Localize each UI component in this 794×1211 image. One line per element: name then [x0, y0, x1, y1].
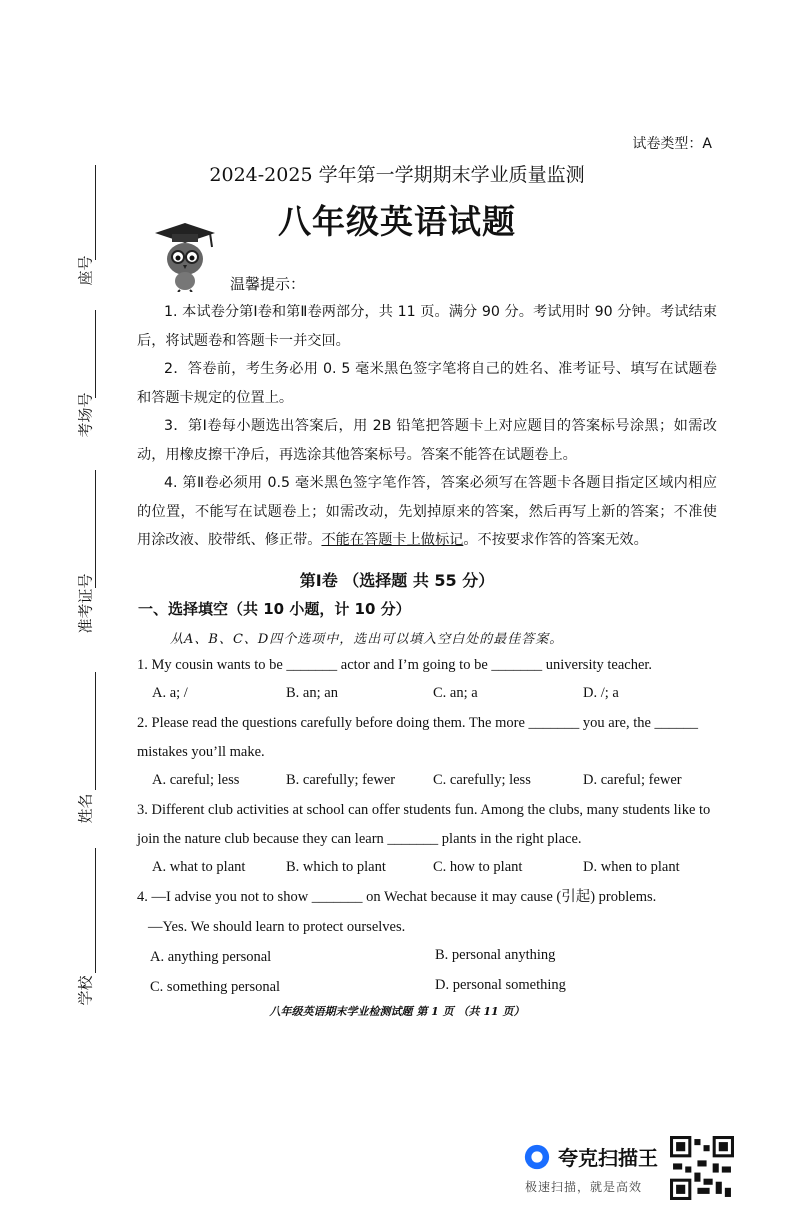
- exam-id-label: 准考证号: [76, 573, 95, 634]
- q2-option-b: B. carefully; fewer: [286, 772, 396, 788]
- owl-mascot-icon: [150, 217, 220, 292]
- exam-type: 试卷类型：A: [632, 136, 712, 152]
- q2-option-d: D. careful; fewer: [583, 772, 682, 788]
- notice-heading: 温馨提示：: [230, 275, 306, 293]
- notice-item-2: 2．答卷前，考生务必用 0. 5 毫米黑色签字笔将自己的姓名、准考证号、填写在试题卷和答题卡规定的位置上。: [137, 361, 717, 406]
- instruction: 从A、B、C、D四个选项中，选出可以填入空白处的最佳答案。: [170, 632, 564, 647]
- q4-option-a: A. anything personal: [150, 949, 272, 965]
- q1-option-b: B. an; an: [286, 685, 338, 701]
- room-line: [95, 310, 96, 398]
- q4-option-c: C. something personal: [150, 979, 281, 995]
- q3-option-c: C. how to plant: [433, 859, 523, 875]
- q1-option-c: C. an; a: [433, 685, 478, 701]
- qr-code-icon: [670, 1136, 734, 1200]
- q3-option-b: B. which to plant: [286, 859, 386, 875]
- question-4-reply: —Yes. We should learn to protect ourselves.: [148, 919, 406, 935]
- name-label: 姓名: [76, 793, 95, 824]
- part-title: 第Ⅰ卷 （选择题 共 55 分）: [299, 571, 495, 590]
- section-title: 一、选择填空（共 10 小题，计 10 分）: [138, 600, 411, 618]
- q2-option-a: A. careful; less: [152, 772, 240, 788]
- name-line: [95, 672, 96, 790]
- q2-option-c: C. carefully; less: [433, 772, 531, 788]
- page-title: 八年级英语试题: [278, 202, 516, 241]
- header-title: 2024-2025 学年第一学期期末学业质量监测: [209, 164, 585, 186]
- seat-label: 座号: [76, 255, 95, 286]
- q3-option-d: D. when to plant: [583, 859, 680, 875]
- school-label: 学校: [76, 975, 95, 1006]
- notice-item-4: 4. 第Ⅱ卷必须用 0.5 毫米黑色签字笔作答，答案必须写在答题卡各题目指定区域内相应的位置，不能写在试题卷上；如需改动，先划掉原来的答案，然后再写上新的答案；不准使用涂改液、胶带纸、修正带。不能在答题卡上做标记。不按要求作答的答案无效。: [137, 475, 717, 548]
- room-label: 考场号: [76, 392, 95, 438]
- brand-slogan: 极速扫描，就是高效: [525, 1180, 643, 1194]
- question-4: 4. —I advise you not to show _______ on Wechat because it may cause (引起) problems.: [137, 889, 657, 905]
- question-3: 3. Different club activities at school can offer students fun. Among the clubs, many students like to join the nature club because they can learn _______ plants in the right place.: [137, 802, 711, 847]
- brand-name: 夸克扫描王: [558, 1146, 658, 1170]
- notice-block: [137, 298, 717, 555]
- q1-option-a: A. a; /: [152, 685, 188, 701]
- question-1: 1. My cousin wants to be _______ actor and I’m going to be _______ university teacher.: [137, 657, 653, 673]
- quark-logo-icon: [523, 1143, 551, 1171]
- notice-underlined-text: 不能在答题卡上做标记: [321, 532, 464, 548]
- q4-option-b: B. personal anything: [435, 947, 556, 963]
- q1-option-d: D. /; a: [583, 685, 619, 701]
- q4-option-d: D. personal something: [435, 977, 566, 993]
- notice-item-3: 3．第Ⅰ卷每小题选出答案后，用 2B 铅笔把答题卡上对应题目的答案标号涂黑；如需改动，用橡皮擦干净后，再选涂其他答案标号。答案不能答在试题卷上。: [137, 418, 717, 463]
- school-line: [95, 848, 96, 973]
- notice-item-1: 1. 本试卷分第Ⅰ卷和第Ⅱ卷两部分，共 11 页。满分 90 分。考试用时 90 分钟。考试结束后，将试题卷和答题卡一并交回。: [137, 304, 717, 349]
- q3-option-a: A. what to plant: [152, 859, 246, 875]
- question-2: 2. Please read the questions carefully before doing them. The more _______ you are, the ______ mistakes you’ll make.: [137, 715, 699, 760]
- page-footer: 八年级英语期末学业检测试题 第 1 页 （共 11 页）: [269, 1005, 525, 1018]
